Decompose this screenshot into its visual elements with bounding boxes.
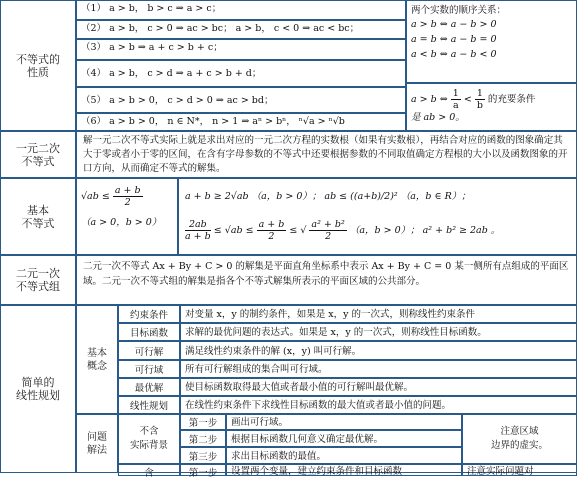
property-row-2: （2） a > b， c > 0 ⇒ ac > bc； a > b， c < 0 ⇒ ac < bc；: [76, 20, 406, 39]
concept-term-1: 约束条件: [118, 305, 180, 323]
order-relation-3: a < b ⇔ a − b < 0: [411, 49, 497, 60]
basic-concepts-label: 基本 概念: [76, 305, 118, 414]
concept-term-5: 最优解: [118, 378, 180, 396]
real-problem-note: 注意实际问题对: [462, 464, 577, 476]
property-row-6: （6） a > b > 0， n ∈ N*， n > 1 ⇒ aⁿ > bⁿ， ⁿ√a > ⁿ√b: [76, 113, 406, 131]
section-title-inequality-properties: 不等式的 性质: [0, 0, 76, 131]
concept-term-4: 可行域: [118, 360, 180, 378]
fraction-1-over-a: $\frac{1}{a}$: [452, 88, 459, 111]
reciprocal-pre: a > b ⇔: [411, 94, 448, 105]
step-1-label: 第一步: [180, 414, 226, 430]
concept-term-3: 可行解: [118, 341, 180, 360]
reciprocal-condition-box: a > b ⇔ $\frac{1}{a}$ < $\frac{1}{b}$ 的充要条件 是 ab > 0。: [406, 83, 577, 131]
property-row-3: （3） a > b ⇒ a + c > b + c；: [76, 39, 406, 60]
basic-inequality-formula: √ab ≤ $\frac{a + b}{2}$: [81, 185, 141, 208]
step-3-text: 求出目标函数的最值。: [226, 447, 462, 464]
step-1-text: 画出可行域。: [226, 414, 462, 430]
section-title-linear-programming: 简单的 线性规划: [0, 305, 76, 473]
concept-def-4: 所有可行解组成的集合叫可行域。: [180, 360, 577, 378]
property-row-1: （1） a > b， b > c ⇒ a > c；: [76, 0, 406, 20]
step-2-label: 第二步: [180, 430, 226, 447]
section-title-linear-inequality-system: 二元一次 不等式组: [0, 255, 76, 305]
real-background-label: 含: [118, 464, 180, 476]
basic-inequality-row-2: $\frac{2ab}{a + b}$ ≤ √ab ≤ $\frac{a + b}{2}$ ≤ √ $\frac{\text{a² + b²}}{2}$ （a，b > 0）； a² + b² ≥ 2ab 。: [185, 219, 501, 242]
fraction-1-over-b: $\frac{1}{b}$: [476, 88, 483, 111]
step-2-text: 根据目标函数几何意义确定最优解。: [226, 430, 462, 447]
concept-def-3: 满足线性约束条件的解 (x，y) 叫可行解。: [180, 341, 577, 360]
order-relation-box: [406, 0, 577, 83]
reciprocal-last: 是 ab > 0。: [411, 112, 465, 123]
step-4-text: 设置两个变量，建立约束条件和目标函数: [226, 464, 462, 476]
property-row-4: （4） a > b， c > d ⇒ a + c > b + d；: [76, 60, 406, 87]
step-4-label: 第一步: [180, 464, 226, 476]
quadratic-inequality-text: 解一元二次不等式实际上就是求出对应的一元二次方程的实数根（如果有实数根），再结合对应的函数的图象确定其大于零或者小于零的区间，在含有字母参数的不等式中还要根据参数的不同取值确定方程根的大小以及函数图象的开口方向，从而确定不等式的解集。: [76, 131, 577, 178]
linear-inequality-system-text: 二元一次不等式 Ax + By + C > 0 的解集是平面直角坐标系中表示 Ax + By + C = 0 某一侧所有点组成的平面区域。二元一次不等式组的解集是指各个不等式解集所表示的平面区域的公共部分。: [76, 255, 577, 305]
no-real-background-label: 不含 实际背景: [118, 414, 180, 464]
section-title-quadratic-inequality: 一元二次 不等式: [0, 131, 76, 178]
basic-inequality-condition: （a > 0，b > 0）: [81, 217, 162, 228]
basic-inequality-right: [178, 178, 577, 255]
concept-term-2: 目标函数: [118, 323, 180, 341]
order-relation-title: 两个实数的顺序关系：: [411, 5, 507, 16]
reciprocal-post: 的充要条件: [487, 94, 536, 105]
section-title-basic-inequality: 基本 不等式: [0, 178, 76, 255]
boundary-note: 注意区域 边界的虚实。: [462, 414, 577, 464]
basic-inequality-row-1: a + b ≥ 2√ab （a，b > 0）； ab ≤ ((a+b)/2)² （a，b ∈ R）；: [185, 191, 471, 202]
order-relation-2: a = b ⇔ a − b = 0: [411, 34, 497, 45]
concept-def-5: 使目标函数取得最大值或者最小值的可行解叫最优解。: [180, 378, 577, 396]
concept-def-6: 在线性约束条件下求线性目标函数的最大值或者最小值的问题。: [180, 396, 577, 414]
concept-def-1: 对变量 x，y 的制约条件，如果是 x，y 的一次式，则称线性约束条件: [180, 305, 577, 323]
step-3-label: 第三步: [180, 447, 226, 464]
concept-def-2: 求解的最优问题的表达式。如果是 x，y 的一次式，则称线性目标函数。: [180, 323, 577, 341]
solution-method-label: 问题 解法: [76, 414, 118, 473]
basic-inequality-left: [76, 178, 178, 255]
concept-term-6: 线性规划: [118, 396, 180, 414]
order-relation-1: a > b ⇔ a − b > 0: [411, 19, 497, 30]
property-row-5: （5） a > b > 0， c > d > 0 ⇒ ac > bd；: [76, 87, 406, 113]
